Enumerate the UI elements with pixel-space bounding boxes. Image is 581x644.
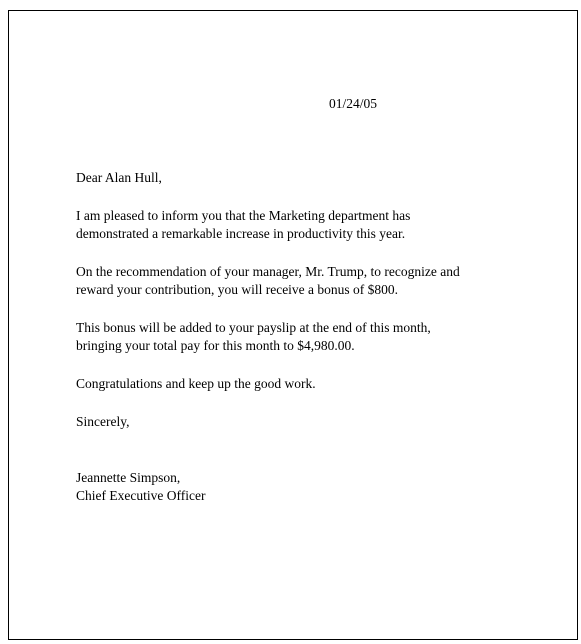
paragraph-line: bringing your total pay for this month to $4,980.00. xyxy=(76,338,355,353)
signature-block xyxy=(76,469,556,505)
letter-page xyxy=(8,10,578,640)
paragraph-line: I am pleased to inform you that the Marketing department has xyxy=(76,208,411,223)
letter-date: 01/24/05 xyxy=(329,96,378,111)
greeting: Dear Alan Hull, xyxy=(76,170,162,185)
closing: Sincerely, xyxy=(76,414,130,429)
signature-name: Jeannette Simpson, xyxy=(76,470,181,485)
paragraph-line: Congratulations and keep up the good work. xyxy=(76,376,316,391)
paragraph-line: demonstrated a remarkable increase in productivity this year. xyxy=(76,226,406,241)
paragraph-line: reward your contribution, you will receive a bonus of $800. xyxy=(76,282,399,297)
letter-body xyxy=(76,169,556,505)
paragraph-4 xyxy=(76,375,556,393)
paragraph-line: On the recommendation of your manager, Mr. Trump, to recognize and xyxy=(76,264,460,279)
paragraph-3 xyxy=(76,319,556,355)
signature-title: Chief Executive Officer xyxy=(76,488,206,503)
paragraph-line: This bonus will be added to your payslip at the end of this month, xyxy=(76,320,431,335)
paragraph-1 xyxy=(76,207,556,243)
paragraph-2 xyxy=(76,263,556,299)
